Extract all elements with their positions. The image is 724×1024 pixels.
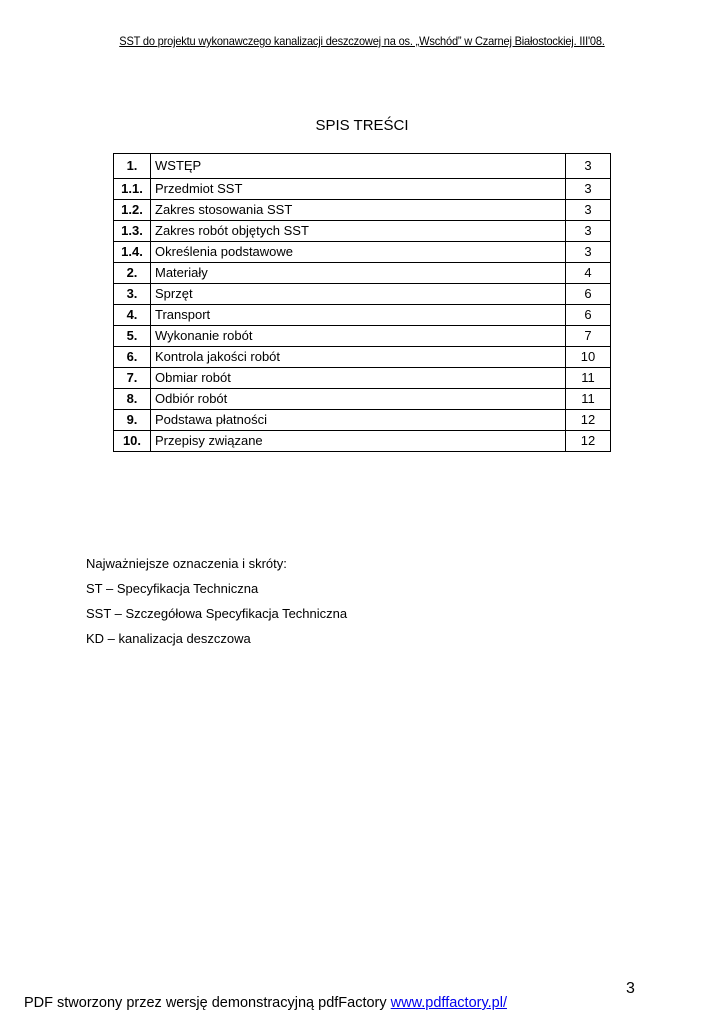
toc-row [114, 154, 611, 179]
footer-link[interactable]: www.pdffactory.pl/ [390, 995, 507, 1011]
toc-title: SPIS TREŚCI [315, 117, 409, 134]
toc-label: Sprzęt [151, 284, 566, 305]
toc-row [114, 242, 611, 263]
toc-number: 8. [114, 389, 151, 410]
toc-number: 3. [114, 284, 151, 305]
toc-page: 11 [566, 368, 611, 389]
document-header [29, 34, 695, 48]
toc-label: Zakres robót objętych SST [151, 221, 566, 242]
toc-page: 12 [566, 410, 611, 431]
toc-number: 1. [114, 154, 151, 179]
toc-page: 4 [566, 263, 611, 284]
toc-page: 3 [566, 179, 611, 200]
toc-number: 4. [114, 305, 151, 326]
toc-row [114, 263, 611, 284]
toc-number: 6. [114, 347, 151, 368]
toc-row [114, 389, 611, 410]
toc-label: WSTĘP [151, 154, 566, 179]
toc-label: Podstawa płatności [151, 410, 566, 431]
toc-row [114, 221, 611, 242]
toc-number: 5. [114, 326, 151, 347]
abbreviation-item: KD – kanalizacja deszczowa [86, 631, 251, 646]
toc-label: Przedmiot SST [151, 179, 566, 200]
toc-number: 10. [114, 431, 151, 452]
toc-row [114, 347, 611, 368]
toc-row [114, 431, 611, 452]
toc-label: Transport [151, 305, 566, 326]
toc-row [114, 305, 611, 326]
toc-page: 3 [566, 200, 611, 221]
abbreviations-heading: Najważniejsze oznaczenia i skróty: [86, 556, 287, 571]
page-number: 3 [626, 980, 635, 997]
footer-text: PDF stworzony przez wersję demonstracyjną pdfFactory [24, 995, 391, 1011]
toc-number: 1.3. [114, 221, 151, 242]
toc-row [114, 284, 611, 305]
toc-label: Określenia podstawowe [151, 242, 566, 263]
toc-label: Wykonanie robót [151, 326, 566, 347]
pdf-footer [24, 995, 507, 1011]
toc-number: 1.4. [114, 242, 151, 263]
abbreviation-item: ST – Specyfikacja Techniczna [86, 581, 259, 596]
toc-number: 7. [114, 368, 151, 389]
toc-number: 9. [114, 410, 151, 431]
toc-page: 7 [566, 326, 611, 347]
toc-page: 6 [566, 305, 611, 326]
toc-page: 12 [566, 431, 611, 452]
toc-page: 3 [566, 154, 611, 179]
toc-page: 6 [566, 284, 611, 305]
toc-number: 1.1. [114, 179, 151, 200]
toc-row [114, 410, 611, 431]
toc-row [114, 368, 611, 389]
abbreviation-item: SST – Szczegółowa Specyfikacja Techniczna [86, 606, 348, 621]
toc-number: 2. [114, 263, 151, 284]
toc-row [114, 326, 611, 347]
toc-label: Obmiar robót [151, 368, 566, 389]
toc-table [113, 153, 611, 452]
toc-page: 3 [566, 242, 611, 263]
toc-label: Zakres stosowania SST [151, 200, 566, 221]
toc-row [114, 200, 611, 221]
toc-page: 11 [566, 389, 611, 410]
toc-label: Kontrola jakości robót [151, 347, 566, 368]
toc-label: Materiały [151, 263, 566, 284]
toc-number: 1.2. [114, 200, 151, 221]
toc-page: 3 [566, 221, 611, 242]
toc-label: Odbiór robót [151, 389, 566, 410]
toc-page: 10 [566, 347, 611, 368]
header-text: SST do projektu wykonawczego kanalizacji deszczowej na os. „Wschód” w Czarnej Białostockiej. III'08. [119, 34, 605, 48]
toc-label: Przepisy związane [151, 431, 566, 452]
toc-row [114, 179, 611, 200]
